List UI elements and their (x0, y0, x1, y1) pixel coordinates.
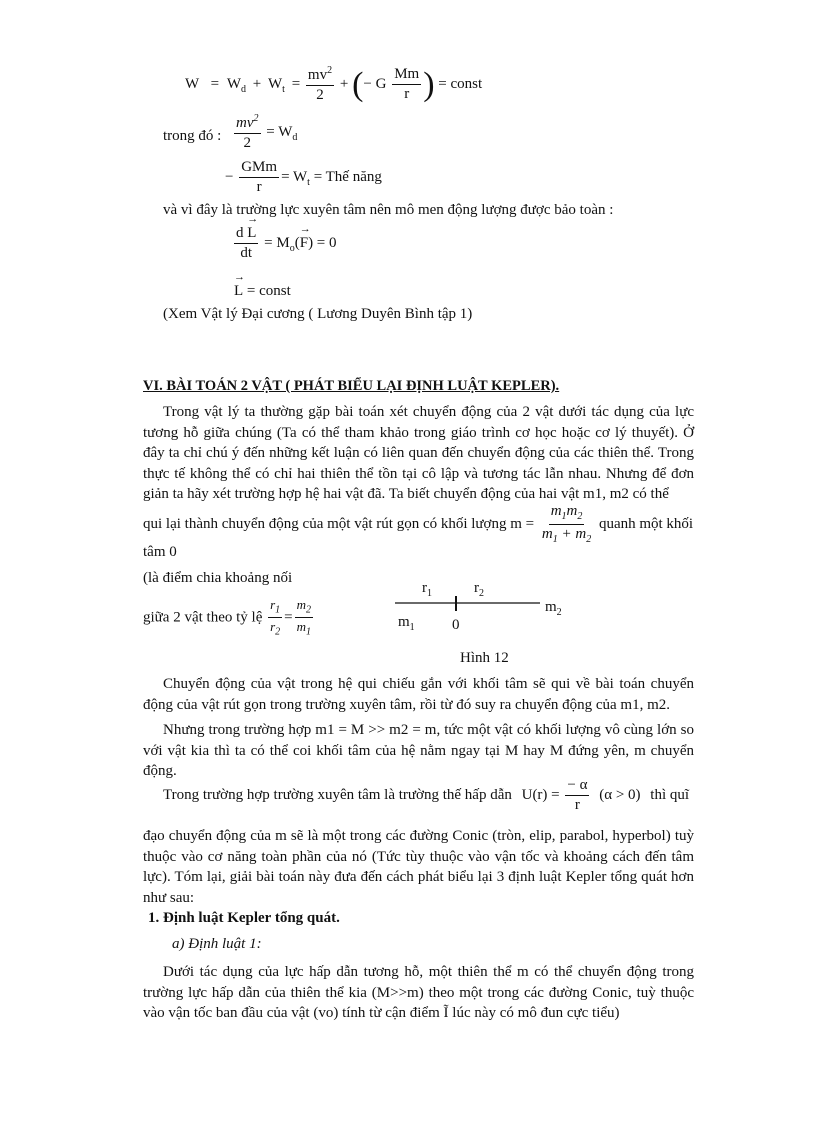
rm-d2s: 2 (586, 533, 592, 545)
pot-sub: t (307, 177, 310, 189)
kin-sup: 2 (253, 113, 259, 124)
frac-den-r: r (404, 85, 410, 102)
paragraph-4: đạo chuyển động của m sẽ là một trong các đường Conic (tròn, elip, parabol, hyperbol) tuỳ thuộc vào cơ năng toàn phần của nó (Tức tùy thuộc vào vận tốc và khoảng cách đến tâm lực). Tóm lại, giải bài toán này đưa đến cách phát biểu lại 3 định luật Kepler tổng quát hơn như sau: (143, 828, 694, 906)
figure-12-diagram (395, 580, 645, 640)
eq-plus2: + (339, 76, 349, 93)
eq-Wd: W (226, 76, 242, 93)
frac-num: mv (307, 67, 328, 83)
subheading-law-1: a) Định luật 1: (172, 936, 262, 952)
kin-den: 2 (243, 134, 251, 151)
trong-do-label: trong đó : (163, 128, 222, 144)
section-heading: VI. BÀI TOÁN 2 VẬT ( PHÁT BIỂU LẠI ĐỊNH LUẬT KEPLER). (143, 378, 560, 394)
eq-minus-G: − G (363, 76, 387, 93)
r-n1s: 1 (275, 604, 281, 616)
kinetic-definition (232, 114, 297, 152)
r-d1s: 2 (275, 626, 281, 638)
dL-d: d (236, 225, 248, 241)
fig-r2: $r_2$ (474, 580, 484, 599)
eq-t-sub: t (282, 84, 285, 96)
pot-U-fraction (565, 778, 589, 814)
reduced-mass-lead: qui lại thành chuyển động của một vật rút gọn có khối lượng m = (143, 515, 535, 532)
ratio-line (143, 598, 315, 638)
ratio-r (268, 598, 282, 638)
paragraph-2: Chuyển động của vật trong hệ qui chiếu gắn với khối tâm sẽ qui về bài toán chuyển động của vật rút gọn trong trường xuyên tâm, rồi từ đó suy ra chuyển động của m1, m2. (143, 676, 694, 713)
fig-r1: $r_1$ (422, 580, 432, 599)
rm-n2s: 2 (577, 511, 583, 522)
gravity-fraction (392, 67, 421, 103)
paragraph-3: Nhưng trong trường hợp m1 = M >> m2 = m, tức một vật có khối lượng vô cùng lớn so với vật kia thì ta có thể coi khối tâm của hệ nằm ngay tại M hay M đứng yên, m chuyển động. (143, 722, 694, 779)
fig-m1: $m_1$ (398, 614, 415, 633)
r-d2: m (296, 619, 307, 635)
r-n2s: 2 (306, 604, 312, 616)
kin-sub: d (292, 132, 298, 144)
la-diem-text: (là điểm chia khoảng nối (143, 570, 293, 586)
subheading-kepler: 1. Định luật Kepler tổng quát. (148, 910, 340, 926)
Lconst-rhs: = const (243, 283, 291, 299)
rm-d1s: 1 (552, 533, 558, 545)
paragraph-1: Trong vật lý ta thường gặp bài toán xét chuyển động của 2 vật dưới tác dụng của lực tương hỗ giữa chúng (Ta có thể tham khảo trong giáo trình cơ học hoặc cơ lý thuyết). Ở đây ta chỉ chú ý đến những kết luận có liên quan đến chuyển động của các thiên thể. Trong thực tế không thể có chỉ hai thiên thể tồn tại cô lập và tương tác lẫn nhau. Nhưng để đơn giản ta hãy xét trường hợp hệ hai vật đã. Ta biết chuyển động của hai vật m1, m2 có thể (143, 404, 694, 502)
frac-num-Mm: Mm (392, 67, 421, 85)
dL-rhs2: (→ F) = 0 (295, 235, 337, 251)
pot-U-cond: (α > 0) (599, 787, 641, 804)
rm-n1: m (550, 503, 562, 519)
eq-Wt: W (268, 76, 283, 93)
kinetic-fraction (306, 66, 334, 104)
dL-sub: o (289, 243, 295, 255)
pot-minus: − (225, 169, 234, 186)
r-d1: r (270, 619, 276, 635)
frac-sup: 2 (327, 65, 333, 76)
eq-W: W (185, 76, 199, 93)
pot-den: r (256, 178, 262, 195)
tam-0: tâm 0 (143, 544, 177, 560)
eq-plus: + (252, 76, 262, 93)
energy-equation: $W = W_d + W_t$ = $\frac{mv^2}{2}$ + (− G $\frac{Mm}{r}$ ) = const (185, 65, 483, 103)
ratio-lead: giữa 2 vật theo tỷ lệ (143, 609, 263, 626)
eq-sign2: = (291, 76, 301, 93)
pot-num: GMm (239, 160, 279, 178)
kin-num: mv (236, 115, 254, 131)
dL-rhs: = M (264, 235, 290, 252)
pot-rhs: = W (281, 169, 308, 186)
rm-n1s: 1 (561, 511, 567, 522)
fig-m2: $m_2$ (545, 599, 562, 618)
rm-dplus: + m (557, 525, 587, 542)
frac-den: 2 (316, 86, 324, 103)
potential-lead: Trong trường hợp trường xuyên tâm là trường thế hấp dẫn (163, 787, 512, 804)
eq-const: = const (438, 76, 483, 93)
dL-L: → L (247, 226, 256, 242)
L-const-equation (234, 283, 291, 300)
potential-tail: thì quĩ (650, 787, 690, 804)
potential-definition (225, 160, 382, 196)
dL-den: dt (240, 244, 253, 261)
r-d2s: 1 (306, 626, 312, 638)
reduced-mass-line (143, 504, 693, 545)
pot-rhs2: = Thế năng (309, 169, 382, 186)
kin-rhs: = W (266, 124, 293, 141)
ratio-m (295, 598, 313, 638)
central-force-text: và vì đây là trường lực xuyên tâm nên mô men động lượng được bảo toàn : (163, 202, 614, 218)
pot-U-num: − α (565, 778, 589, 796)
r-n1: r (270, 597, 276, 612)
potential-line (163, 778, 689, 814)
rm-d1: m (541, 525, 553, 542)
angular-momentum-equation (232, 226, 337, 262)
fig-zero: 0 (452, 617, 460, 633)
Lconst-L: → L (234, 283, 243, 300)
reference-note: (Xem Vật lý Đại cương ( Lương Duyên Bình tập 1) (163, 306, 473, 322)
r-n2: m (296, 597, 307, 612)
figure-12 (395, 580, 645, 640)
ratio-eq: = (284, 609, 293, 626)
paragraph-5: Dưới tác dụng của lực hấp dẫn tương hỗ, một thiên thể m có thể chuyển động trong trường lực hấp dẫn của thiên thể kia (M>>m) theo một trong các đường Conic, tuỳ thuộc vào vận tốc ban đầu của vật (vo) tính từ cận điểm Ĩ lúc này có mô đun cực tiểu) (143, 964, 694, 1021)
reduced-mass-fraction (540, 504, 593, 545)
pot-U-den: r (574, 796, 580, 813)
figure-caption: Hình 12 (460, 650, 509, 666)
reduced-mass-tail: quanh một khối (598, 515, 694, 532)
pot-U-lhs: U(r) = (521, 787, 560, 804)
rm-n2: m (566, 503, 578, 519)
eq-sign: = (210, 76, 220, 93)
eq-d-sub: d (241, 84, 247, 96)
